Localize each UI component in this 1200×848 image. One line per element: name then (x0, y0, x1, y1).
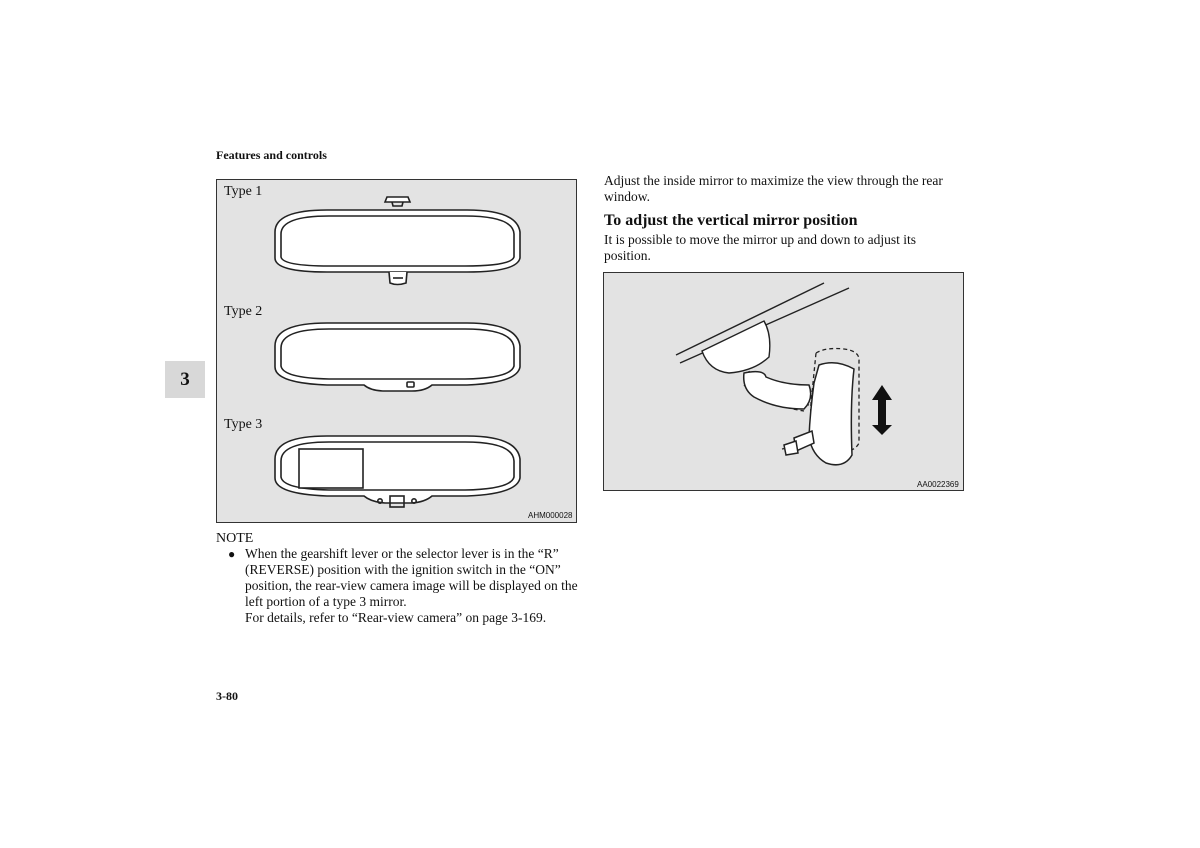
section-title: Features and controls (216, 148, 327, 162)
mirror-types-figure (216, 179, 577, 523)
type-3-label: Type 3 (224, 417, 263, 432)
type-1-label: Type 1 (224, 184, 263, 199)
note-reference: For details, refer to “Rear-view camera” on page 3-169. (245, 610, 547, 625)
up-down-arrow-icon (872, 385, 892, 435)
section-heading: To adjust the vertical mirror position (604, 212, 858, 229)
bullet-icon: ● (228, 547, 236, 561)
note-title: NOTE (216, 531, 254, 546)
note-item (228, 546, 588, 626)
mirror-adjust-drawing (604, 273, 965, 492)
type-2-label: Type 2 (224, 304, 263, 319)
mirror-type-3-drawing (275, 436, 520, 507)
chapter-tab: 3 (165, 361, 205, 398)
figure-code: AA0022369 (917, 480, 959, 489)
mirror-solid-drawing (744, 363, 854, 465)
adjust-paragraph: It is possible to move the mirror up and down to adjust its position. (604, 232, 916, 263)
mirror-type-1-drawing (275, 197, 520, 285)
page-number: 3-80 (216, 689, 238, 703)
mirror-adjust-figure (603, 272, 964, 491)
figure-code: AHM000028 (528, 511, 573, 520)
note-list (228, 546, 588, 626)
note-text: When the gearshift lever or the selector lever is in the “R” (REVERSE) position with the ignition switch in the “ON” position, the rear-view camera image will be displayed on the left portion of a type 3 mirror. (245, 546, 578, 609)
mirror-types-drawing (217, 180, 578, 524)
mirror-type-2-drawing (275, 323, 520, 391)
mount-drawing (702, 321, 770, 373)
intro-paragraph: Adjust the inside mirror to maximize the view through the rear window. (604, 173, 943, 204)
